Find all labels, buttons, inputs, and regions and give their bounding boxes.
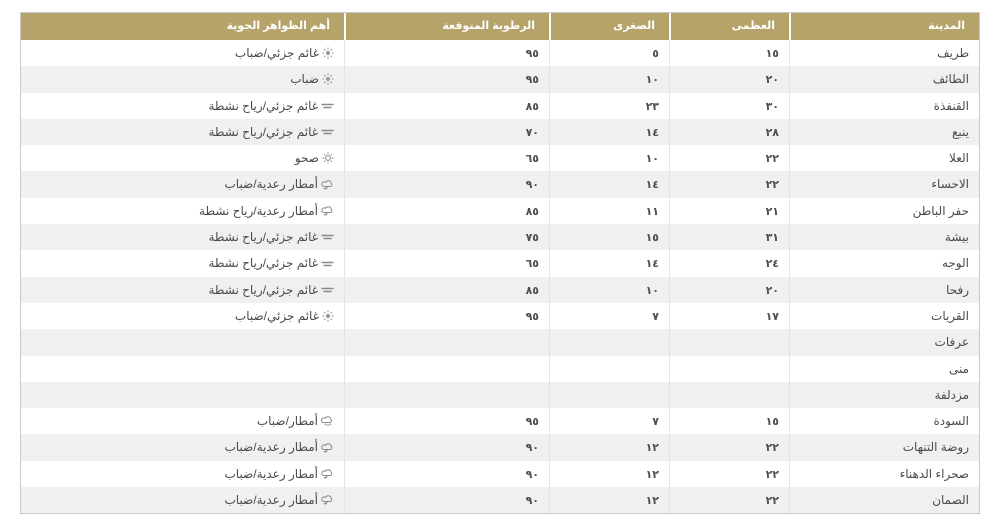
max-temp-cell [669,461,789,487]
min-temp-cell [549,93,669,119]
table-row [21,224,979,250]
city-cell [789,434,979,460]
city-name: عرفات [934,335,969,350]
min-temp-value: ١٤ [645,126,659,139]
humidity-value: ٩٥ [525,74,539,87]
weather-icon [322,152,334,164]
humidity-value: ٩٥ [525,310,539,323]
city-name: منى [948,361,969,376]
min-temp-value: ١٥ [645,232,659,245]
max-temp-value: ٢٢ [765,153,779,166]
city-cell [789,461,979,487]
max-temp-cell [669,66,789,92]
city-cell [789,329,979,355]
max-temp-cell [669,250,789,276]
humidity-cell [344,461,549,487]
min-temp-cell [549,66,669,92]
min-temp-value: ١٢ [645,442,659,455]
humidity-cell [344,408,549,434]
humidity-value: ٩٠ [525,179,539,192]
max-temp-value: ٢٢ [765,442,779,455]
humidity-cell [344,145,549,171]
phenomena-cell [21,408,344,434]
phenomena-cell [21,119,344,145]
max-temp-cell [669,198,789,224]
table-row [21,434,979,460]
city-cell [789,382,979,408]
max-temp-cell [669,145,789,171]
city-name: مزدلفة [934,387,969,402]
phenomena-text: غائم جزئي/رياح نشطة [208,230,318,245]
table-row [21,461,979,487]
min-temp-value: ١٢ [645,495,659,508]
city-cell [789,487,979,513]
max-temp-value: ١٥ [765,48,779,60]
phenomena-text: أمطار رعدية/ضباب [224,440,318,455]
min-temp-cell [549,145,669,171]
city-cell [789,198,979,224]
humidity-value: ٩٥ [525,416,539,429]
city-name: الوجه [941,256,969,271]
max-temp-cell [669,382,789,408]
max-temp-cell [669,329,789,355]
humidity-value: ٨٥ [525,284,539,297]
city-name: ينبع [952,124,969,139]
weather-icon [321,415,334,427]
max-temp-cell [669,277,789,303]
table-row [21,250,979,276]
humidity-value: ٩٥ [525,48,539,60]
weather-icon [322,73,334,85]
city-cell [789,303,979,329]
humidity-cell [344,40,549,66]
city-name: حفر الباطن [912,203,969,218]
phenomena-cell [21,93,344,119]
min-temp-value: ١٤ [645,179,659,192]
city-name: الصمان [932,493,969,508]
table-row [21,408,979,434]
table-row [21,382,979,408]
phenomena-text: غائم جزئي/ضباب [234,46,319,60]
phenomena-text: غائم جزئي/ضباب [234,308,319,323]
phenomena-text: ضباب [290,72,319,87]
city-cell [789,356,979,382]
humidity-cell [344,303,549,329]
phenomena-cell [21,434,344,460]
min-temp-value: ٢٣ [645,100,659,113]
humidity-cell [344,329,549,355]
humidity-cell [344,277,549,303]
city-name: العلا [949,151,969,166]
max-temp-value: ٣٠ [765,100,779,113]
min-temp-cell [549,198,669,224]
min-temp-value: ١٠ [645,74,659,87]
humidity-value: ٧٥ [525,232,539,245]
city-cell [789,145,979,171]
max-temp-cell [669,303,789,329]
phenomena-cell [21,382,344,408]
table-row [21,487,979,513]
min-temp-cell [549,303,669,329]
weather-table [20,12,980,514]
humidity-value: ٦٥ [525,258,539,271]
max-temp-value: ٢٠ [765,284,779,297]
humidity-value: ٩٠ [525,495,539,508]
city-cell [789,224,979,250]
max-temp-value: ٢٨ [765,126,779,139]
humidity-value: ٧٠ [525,126,539,139]
humidity-value: ٨٥ [525,100,539,113]
humidity-cell [344,224,549,250]
table-row [21,329,979,355]
weather-icon [321,468,334,480]
phenomena-cell [21,356,344,382]
city-name: رفحا [946,282,969,297]
phenomena-text: أمطار رعدية/رياح نشطة [199,203,318,218]
min-temp-cell [549,171,669,197]
min-temp-cell [549,119,669,145]
phenomena-cell [21,487,344,513]
weather-icon [321,179,334,191]
table-row [21,198,979,224]
min-temp-value: ١٢ [645,468,659,481]
weather-icon [321,126,334,138]
table-row [21,93,979,119]
city-cell [789,93,979,119]
weather-icon [321,100,334,112]
max-temp-value: ١٥ [765,416,779,429]
max-temp-value: ٢٢ [765,179,779,192]
phenomena-cell [21,277,344,303]
weather-icon [321,205,334,217]
humidity-cell [344,93,549,119]
max-temp-cell [669,487,789,513]
header-city: المدينة [789,13,979,40]
phenomena-cell [21,66,344,92]
phenomena-cell [21,224,344,250]
min-temp-value: ١٠ [645,153,659,166]
city-name: القنفذة [933,98,969,113]
humidity-cell [344,119,549,145]
humidity-cell [344,356,549,382]
weather-icon [321,494,334,506]
city-name: طريف [937,46,969,60]
humidity-cell [344,171,549,197]
city-cell [789,277,979,303]
min-temp-value: ١٠ [645,284,659,297]
max-temp-value: ٢٠ [765,74,779,87]
min-temp-cell [549,487,669,513]
phenomena-text: أمطار رعدية/ضباب [224,177,318,192]
max-temp-cell [669,224,789,250]
max-temp-value: ١٧ [765,310,779,323]
min-temp-value: ٧ [652,310,659,323]
min-temp-cell [549,408,669,434]
city-name: بيشة [944,230,969,245]
max-temp-cell [669,93,789,119]
phenomena-cell [21,198,344,224]
city-cell [789,250,979,276]
min-temp-cell [549,40,669,66]
header-min-temp: الصغرى [549,13,669,40]
phenomena-cell [21,303,344,329]
header-max-temp: العظمى [669,13,789,40]
city-name: صحراء الدهناء [899,466,969,481]
weather-icon [322,310,334,322]
table-row [21,119,979,145]
table-body [21,40,979,513]
city-name: القريات [931,308,969,323]
phenomena-cell [21,40,344,66]
humidity-cell [344,198,549,224]
weather-icon [321,284,334,296]
header-humidity: الرطوبة المتوقعة [344,13,549,40]
humidity-cell [344,434,549,460]
city-cell [789,40,979,66]
weather-icon [322,47,334,59]
table-row [21,145,979,171]
city-name: الطائف [932,72,969,87]
min-temp-cell [549,329,669,355]
max-temp-value: ٣١ [765,232,779,245]
min-temp-value: ٧ [652,416,659,429]
max-temp-cell [669,356,789,382]
min-temp-cell [549,277,669,303]
phenomena-cell [21,329,344,355]
min-temp-cell [549,461,669,487]
table-row [21,303,979,329]
phenomena-cell [21,145,344,171]
max-temp-value: ٢٢ [765,468,779,481]
city-name: السودة [933,414,969,429]
phenomena-cell [21,171,344,197]
table-row [21,356,979,382]
min-temp-cell [549,434,669,460]
humidity-value: ٦٥ [525,153,539,166]
weather-icon [321,231,334,243]
table-header-row [21,13,979,40]
city-cell [789,66,979,92]
phenomena-text: غائم جزئي/رياح نشطة [208,256,318,271]
max-temp-cell [669,408,789,434]
phenomena-text: غائم جزئي/رياح نشطة [208,282,318,297]
max-temp-cell [669,119,789,145]
min-temp-cell [549,224,669,250]
city-cell [789,171,979,197]
city-name: الاحساء [931,177,969,192]
min-temp-cell [549,356,669,382]
max-temp-cell [669,40,789,66]
table-row [21,277,979,303]
weather-icon [321,442,334,454]
max-temp-value: ٢٤ [765,258,779,271]
city-name: روضة التنهات [902,440,969,455]
max-temp-value: ٢٢ [765,495,779,508]
min-temp-value: ١٤ [645,258,659,271]
phenomena-text: أمطار/ضباب [256,414,318,429]
min-temp-cell [549,382,669,408]
humidity-value: ٩٠ [525,442,539,455]
humidity-value: ٩٠ [525,468,539,481]
humidity-cell [344,66,549,92]
phenomena-text: غائم جزئي/رياح نشطة [208,98,318,113]
weather-icon [321,258,334,270]
max-temp-cell [669,434,789,460]
phenomena-text: أمطار رعدية/ضباب [224,493,318,508]
city-cell [789,119,979,145]
phenomena-cell [21,461,344,487]
min-temp-cell [549,250,669,276]
phenomena-text: غائم جزئي/رياح نشطة [208,124,318,139]
humidity-cell [344,382,549,408]
min-temp-value: ١١ [645,205,659,218]
table-row [21,66,979,92]
phenomena-cell [21,250,344,276]
table-row [21,40,979,66]
min-temp-value: ٥ [652,48,659,60]
max-temp-cell [669,171,789,197]
city-cell [789,408,979,434]
table-row [21,171,979,197]
phenomena-text: صحو [294,151,319,166]
humidity-value: ٨٥ [525,205,539,218]
header-phenomena: أهم الظواهر الجوية [226,20,330,32]
humidity-cell [344,250,549,276]
phenomena-text: أمطار رعدية/ضباب [224,466,318,481]
max-temp-value: ٢١ [765,205,779,218]
humidity-cell [344,487,549,513]
